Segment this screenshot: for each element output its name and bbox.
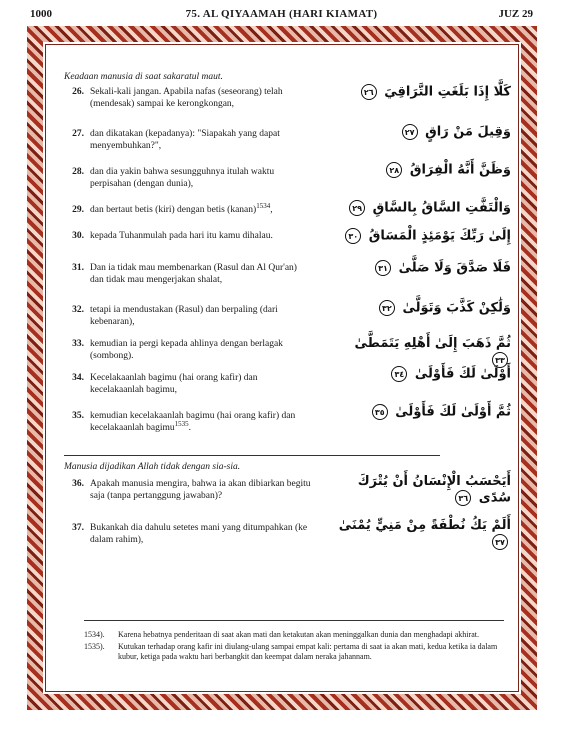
section-divider — [64, 455, 440, 456]
verse-arabic: أَيَحْسَبُ الْإِنْسَانُ أَنْ يُتْرَكَ سُدًى ٣٦ — [357, 474, 511, 506]
juz-label: JUZ 29 — [498, 8, 533, 20]
verse-translation: tetapi ia mendustakan (Rasul) dan berpaling (dari kebenaran), — [90, 305, 278, 327]
footnote: 1535). Kutukan terhadap orang kafir ini diulang-ulang sampai empat kali: pertama di saat ia akan mati, kedua ketika ia dalam kubur, ketiga pada waktu hari berbangkit dan keempat dalam neraka jahannam. — [84, 641, 498, 661]
footnote-divider — [84, 620, 504, 621]
verse-number: 35. — [72, 411, 84, 421]
verse-number: 28. — [72, 167, 84, 177]
verse-arabic: أَوْلَىٰ لَكَ فَأَوْلَىٰ ٣٤ — [336, 366, 511, 383]
footnote-ref[interactable]: 1535 — [174, 419, 189, 428]
verse-arabic: وَلَٰكِنْ كَذَّبَ وَتَوَلَّىٰ ٣٢ — [336, 300, 511, 317]
verse-translation: Apakah manusia mengira, bahwa ia akan dibiarkan begitu saja (tanpa pertanggung jawaban)? — [90, 479, 311, 501]
verse-translation: Sekali-kali jangan. Apabila nafas (seseorang) telah (mendesak) sampai ke kerongkongan, — [90, 87, 283, 109]
verse-end-marker-icon: ٣٢ — [379, 300, 395, 316]
page-number: 1000 — [30, 8, 52, 20]
verse-arabic: كَلَّا إِذَا بَلَغَتِ التَّرَاقِيَ ٢٦ — [336, 84, 511, 101]
verse-translation: Dan ia tidak mau membenarkan (Rasul dan Al Qur'an) dan tidak mau mengerjakan shalat, — [90, 263, 297, 285]
section-title: Manusia dijadikan Allah tidak dengan sia-sia. — [64, 462, 241, 472]
verse-number: 26. — [72, 87, 84, 97]
footnote-ref[interactable]: 1534 — [256, 201, 271, 210]
verse-end-marker-icon: ٣٧ — [492, 534, 508, 550]
verse-translation: kemudian ia pergi kepada ahlinya dengan berlagak (sombong). — [90, 339, 283, 361]
verse-arabic: وَقِيلَ مَنْ رَاقٍ ٢٧ — [336, 124, 511, 141]
verse-translation: kepada Tuhanmulah pada hari itu kamu dihalau. — [90, 231, 273, 241]
verse-arabic: أَلَمْ يَكُ نُطْفَةً مِنْ مَنِيٍّ يُمْنَىٰ ٣٧ — [336, 518, 511, 551]
verse-number: 31. — [72, 263, 84, 273]
verse-translation: dan dia yakin bahwa sesungguhnya itulah waktu perpisahan (dengan dunia), — [90, 167, 275, 189]
verse-arabic: ثُمَّ ذَهَبَ إِلَىٰ أَهْلِهِ يَتَمَطَّىٰ ٣٣ — [336, 336, 511, 369]
verse-translation: dan bertaut betis (kiri) dengan betis (kanan)$^{1534}$, — [90, 201, 273, 215]
verse-end-marker-icon: ٢٨ — [386, 162, 402, 178]
verse-end-marker-icon: ٣٠ — [345, 228, 361, 244]
verse-end-marker-icon: ٣٤ — [391, 366, 407, 382]
verse-translation: Bukankah dia dahulu setetes mani yang ditumpahkan (ke dalam rahim), — [90, 523, 308, 545]
verse-end-marker-icon: ٢٦ — [361, 84, 377, 100]
footnotes — [84, 630, 504, 664]
verse-arabic: وَظَنَّ أَنَّهُ الْفِرَاقُ ٢٨ — [336, 162, 511, 179]
page-header — [0, 6, 563, 22]
verse-translation: kemudian kecelakaanlah bagimu (hai orang kafir) dan kecelakaanlah bagimu$^{1535}$. — [90, 411, 296, 433]
verse-end-marker-icon: ٣١ — [375, 260, 391, 276]
verse-end-marker-icon: ٢٧ — [402, 124, 418, 140]
verse-arabic: وَالْتَفَّتِ السَّاقُ بِالسَّاقِ ٢٩ — [336, 200, 511, 217]
section-title: Keadaan manusia di saat sakaratul maut. — [64, 72, 223, 82]
verse-translation: Kecelakaanlah bagimu (hai orang kafir) dan kecelakaanlah bagimu, — [90, 373, 258, 395]
verse-arabic: إِلَىٰ رَبِّكَ يَوْمَئِذٍ الْمَسَاقُ ٣٠ — [336, 228, 511, 245]
verse-end-marker-icon: ٣٥ — [372, 404, 388, 420]
verse-number: 30. — [72, 231, 84, 241]
verse-end-marker-icon: ٣٣ — [492, 352, 508, 368]
verse-number: 34. — [72, 373, 84, 383]
verse-number: 37. — [72, 523, 84, 533]
verse-translation: dan dikatakan (kepadanya): "Siapakah yang dapat menyembuhkan?", — [90, 129, 280, 151]
verse-end-marker-icon: ٢٩ — [349, 200, 365, 216]
verse-number: 27. — [72, 129, 84, 139]
surah-title: 75. AL QIYAAMAH (HARI KIAMAT) — [185, 8, 378, 20]
verse-number: 29. — [72, 205, 84, 215]
verse-arabic: ثُمَّ أَوْلَىٰ لَكَ فَأَوْلَىٰ ٣٥ — [336, 404, 511, 421]
verse-arabic: فَلَا صَدَّقَ وَلَا صَلَّىٰ ٣١ — [336, 260, 511, 277]
verse-number: 36. — [72, 479, 84, 489]
verse-end-marker-icon: ٣٦ — [455, 490, 471, 506]
footnote: 1534). Karena hebatnya penderitaan di saat akan mati dan ketakutan akan meninggalkan dunia dan menghadapi akhirat. — [84, 630, 479, 639]
verse-number: 33. — [72, 339, 84, 349]
verse-number: 32. — [72, 305, 84, 315]
